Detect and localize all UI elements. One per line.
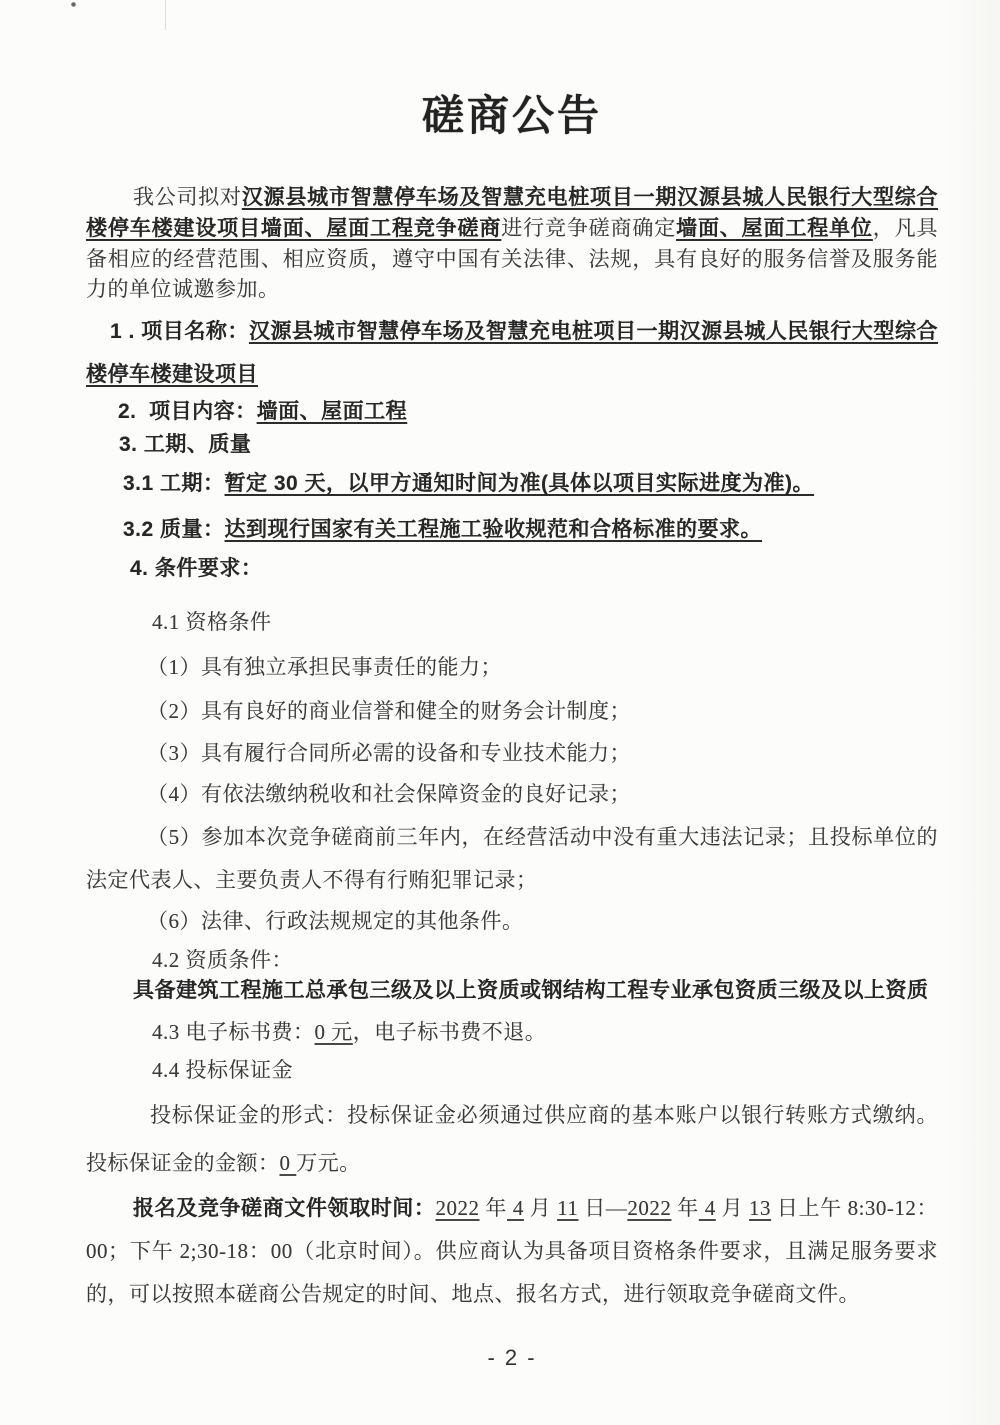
text-run: 日— [578, 1196, 628, 1220]
qualification-condition-1 [86, 652, 938, 682]
qualification-condition-5 [86, 816, 938, 902]
text-run: 墙面、屋面工程单位 [676, 217, 873, 240]
item-duration [86, 468, 938, 499]
text-run: 暂定 30 天，以甲方通知时间为准(具体以项目实际进度为准)。 [224, 472, 815, 495]
text-run: 月 [523, 1196, 558, 1220]
text-run: 4.3 电子标书费： [152, 1020, 315, 1044]
qualification-condition-3 [86, 738, 938, 768]
item-bid-document-fee [86, 1017, 938, 1047]
scan-artifact-dot [71, 2, 76, 7]
text-run: 汉源县城市智慧停车场及智慧充电桩项目一期汉源县城人民银行大型综合楼停车楼建设项目 [86, 320, 939, 386]
item-duration-quality-heading [86, 429, 938, 460]
text-run: 4.2 资质条件： [152, 948, 293, 972]
scan-edge-shading [942, 0, 1000, 1425]
text-run: （2）具有良好的商业信誉和健全的财务会计制度； [147, 699, 631, 723]
text-run: 2. 项目内容： [118, 400, 257, 423]
text-run: 0 元 [314, 1020, 353, 1044]
text-run: 墙面、屋面工程 [256, 400, 408, 423]
credential-requirement [86, 975, 938, 1006]
page-number: - 2 - [487, 1345, 537, 1370]
text-run: 进行竞争磋商确定 [501, 216, 677, 240]
text-run: 4. 条件要求： [130, 557, 263, 580]
text-run: 1 . 项目名称： [110, 320, 249, 343]
qualification-condition-4 [86, 779, 938, 809]
text-run: 4.4 投标保证金 [152, 1058, 293, 1082]
text-run: 年 [479, 1196, 507, 1220]
text-run: （3）具有履行合同所必需的设备和专业技术能力； [147, 741, 631, 765]
text-run: 我公司拟对 [133, 185, 242, 209]
text-run: 13 [749, 1196, 772, 1220]
item-project-content [86, 396, 938, 427]
text-run: 11 [557, 1196, 579, 1220]
text-run: 万元。 [296, 1151, 361, 1175]
item-credential-heading [86, 945, 938, 975]
text-run: ，电子标书费不退。 [352, 1020, 547, 1044]
text-run: （5）参加本次竞争磋商前三年内，在经营活动中没有重大违法记录；且投标单位的法定代表人、主要负责人不得有行贿犯罪记录； [86, 825, 938, 892]
text-run: （1）具有独立承担民事责任的能力； [147, 655, 502, 679]
text-run: ，凡具备相应的经营范围、相应资质，遵守中国有关法律、法规，具有良好的服务信誉及服务能力的单位诚邀参加。 [86, 216, 939, 301]
item-quality [86, 514, 938, 545]
paragraph-intro [86, 182, 938, 304]
text-run: 2022 [435, 1196, 480, 1220]
text-run: 具备建筑工程施工总承包三级及以上资质或钢结构工程专业承包资质三级及以上资质 [133, 979, 929, 1002]
text-run: （6）法律、行政法规规定的其他条件。 [147, 909, 524, 933]
text-run: 日上午 8:30-12：00；下午 2;30-18：00（北京时间）。供应商认为具备项目资格条件要求，且满足服务要求的，可以按照本磋商公告规定的时间、地点、报名方式，进行领取竞争磋商文件。 [86, 1196, 939, 1306]
text-run: 投标保证金的形式：投标保证金必须通过供应商的基本账户以银行转账方式缴纳。投标保证金的金额： [86, 1103, 938, 1175]
qualification-condition-6 [86, 906, 938, 936]
text-run: 3.1 工期： [123, 472, 225, 495]
text-run: 达到现行国家有关工程施工验收规范和合格标准的要求。 [224, 518, 763, 541]
text-run: 0 [279, 1151, 297, 1175]
text-run: 2022 [627, 1196, 672, 1220]
text-run: 报名及竞争磋商文件领取时间： [133, 1197, 436, 1220]
text-run: 汉源县城市智慧停车场及智慧充电桩项目一期汉源县城人民银行大型综合楼停车楼建设项目墙面、屋面工程竞争磋商 [86, 186, 939, 240]
paragraph-bid-bond [86, 1091, 938, 1187]
text-run: 年 [671, 1196, 699, 1220]
item-requirements-heading [86, 553, 938, 584]
text-run: 4.1 资格条件 [152, 610, 272, 634]
paragraph-registration-time [86, 1187, 938, 1316]
text-run: （4）有依法缴纳税收和社会保障资金的良好记录； [147, 782, 631, 806]
text-run: 4 [507, 1196, 524, 1220]
document-title: 磋商公告 [421, 94, 602, 140]
text-run: 3.2 质量： [123, 518, 225, 541]
text-run: 3. 工期、质量 [119, 433, 252, 456]
item-project-name [86, 310, 938, 396]
item-qualification-heading [86, 607, 938, 637]
text-run: 月 [715, 1196, 750, 1220]
text-run: 4 [698, 1196, 716, 1220]
item-bid-bond-heading [86, 1055, 938, 1085]
scan-artifact-line [165, 0, 166, 30]
qualification-condition-2 [86, 696, 938, 726]
